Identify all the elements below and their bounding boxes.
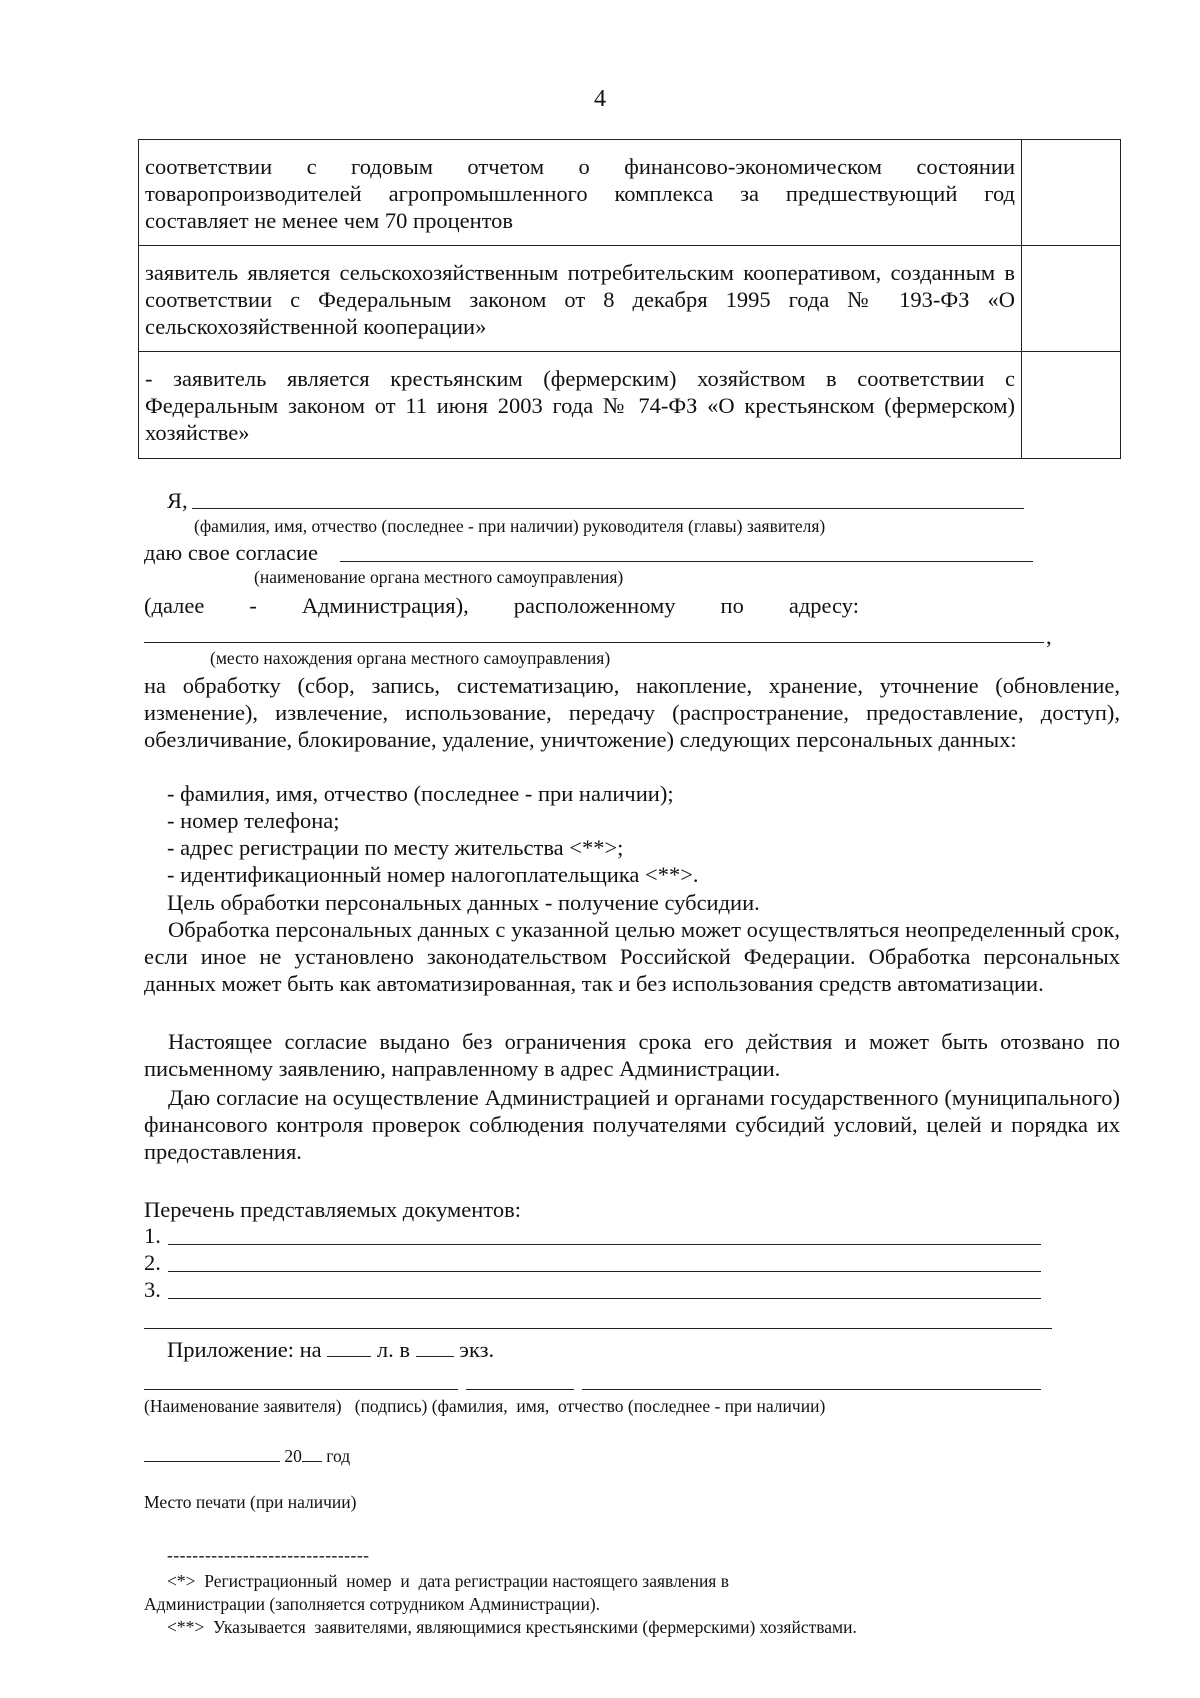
condition-text: соответствии с годовым отчетом о финансово-экономическом состоянии товаропроизводителей агропромышленного комплекса за предшествующий год составляет не менее чем 70 процентов: [139, 140, 1022, 246]
year-suffix: год: [326, 1446, 351, 1466]
footnote-separator: --------------------------------: [167, 1545, 370, 1565]
list-item: - номер телефона;: [167, 808, 340, 833]
applicant-head-name-field[interactable]: [192, 508, 1024, 509]
conditions-table: [138, 139, 1121, 459]
address-comma: ,: [1046, 624, 1052, 649]
table-row: [139, 246, 1121, 352]
list-item: - идентификационный номер налогоплательщика <**>.: [167, 862, 699, 887]
address-word: (далее: [144, 593, 205, 618]
document-field[interactable]: [168, 1298, 1041, 1299]
authority-name-field[interactable]: [340, 561, 1033, 562]
condition-mark-cell[interactable]: [1022, 352, 1121, 459]
table-row: [139, 140, 1121, 246]
day-month-field[interactable]: [144, 1447, 280, 1462]
attachment-prefix: Приложение: на: [167, 1337, 322, 1362]
table-row: [139, 352, 1121, 459]
attachment-middle: л. в: [376, 1337, 411, 1362]
give-consent-label: даю свое согласие: [144, 540, 319, 565]
condition-mark-cell[interactable]: [1022, 140, 1121, 246]
document-extra-field[interactable]: [144, 1328, 1052, 1329]
address-word: расположенному: [513, 593, 676, 618]
signature-field[interactable]: [466, 1389, 574, 1390]
page-number: 4: [594, 86, 606, 112]
footnote-2: <**> Указывается заявителями, являющимися крестьянскими (фермерскими) хозяйствами.: [167, 1617, 857, 1637]
document-number: 1.: [144, 1223, 161, 1248]
year-prefix: 20: [284, 1446, 302, 1466]
document-field[interactable]: [168, 1244, 1041, 1245]
list-item: - фамилия, имя, отчество (последнее - при наличии);: [167, 781, 674, 806]
authority-address-field[interactable]: [144, 642, 1044, 643]
sheets-count-field[interactable]: [327, 1338, 371, 1357]
address-word: -: [249, 593, 257, 618]
address-word: по: [720, 593, 744, 618]
document-field[interactable]: [168, 1271, 1041, 1272]
documents-title: Перечень представляемых документов:: [144, 1197, 521, 1222]
applicant-name-field[interactable]: [144, 1389, 458, 1390]
year-field[interactable]: [302, 1447, 322, 1462]
applicant-head-name-caption: (фамилия, имя, отчество (последнее - при наличии) руководителя (главы) заявителя): [194, 516, 826, 536]
document-number: 3.: [144, 1277, 161, 1302]
address-intro: [144, 592, 859, 619]
attachment-suffix: экз.: [459, 1337, 495, 1362]
address-word: Администрация),: [301, 593, 469, 618]
purpose-text: Цель обработки персональных данных - получение субсидии.: [167, 890, 760, 915]
full-name-field[interactable]: [582, 1389, 1041, 1390]
condition-text: - заявитель является крестьянским (фермерским) хозяйством в соответствии с Федеральным законом от 11 июня 2003 года № 74-ФЗ «О крестьянском (фермерском) хозяйстве»: [139, 352, 1022, 459]
date-line: [144, 1446, 350, 1466]
condition-text: заявитель является сельскохозяйственным потребительским кооперативом, созданным в соответствии с Федеральным законом от 8 декабря 1995 года № 193-ФЗ «О сельскохозяйственной кооперации»: [139, 246, 1022, 352]
signature-caption: (Наименование заявителя) (подпись) (фамилия, имя, отчество (последнее - при наличии): [144, 1396, 826, 1416]
validity-paragraph: Настоящее согласие выдано без ограничения срока его действия и может быть отозвано по письменному заявлению, направленному в адрес Администрации.: [144, 1029, 1120, 1081]
condition-mark-cell[interactable]: [1022, 246, 1121, 352]
processing-paragraph: на обработку (сбор, запись, систематизацию, накопление, хранение, уточнение (обновление, изменение), извлечение, использование, передачу (распространение, предоставление, доступ), обезличивание, блокирование, удаление, уничтожение) следующих персональных данных:: [144, 673, 1120, 752]
footnote-1-line-1: <*> Регистрационный номер и дата регистрации настоящего заявления в: [167, 1571, 729, 1591]
list-item: - адрес регистрации по месту жительства <**>;: [167, 835, 624, 860]
i-label: Я,: [167, 488, 188, 513]
control-consent-paragraph: Даю согласие на осуществление Администрацией и органами государственного (муниципального) финансового контроля проверок соблюдения получателями субсидий условий, целей и порядка их предоставления.: [144, 1085, 1120, 1164]
authority-address-caption: (место нахождения органа местного самоуправления): [210, 648, 611, 668]
document-number: 2.: [144, 1250, 161, 1275]
authority-name-caption: (наименование органа местного самоуправления): [254, 567, 624, 587]
attachment-line: [167, 1336, 494, 1363]
copies-count-field[interactable]: [416, 1338, 454, 1357]
seal-place: Место печати (при наличии): [144, 1492, 357, 1512]
footnote-1-line-2: Администрации (заполняется сотрудником Администрации).: [144, 1594, 601, 1614]
address-word: адресу:: [788, 593, 859, 618]
processing-term-paragraph: Обработка персональных данных с указанной целью может осуществляться неопределенный срок, если иное не установлено законодательством Российской Федерации. Обработка персональных данных может быть как автоматизированная, так и без использования средств автоматизации.: [144, 917, 1120, 996]
